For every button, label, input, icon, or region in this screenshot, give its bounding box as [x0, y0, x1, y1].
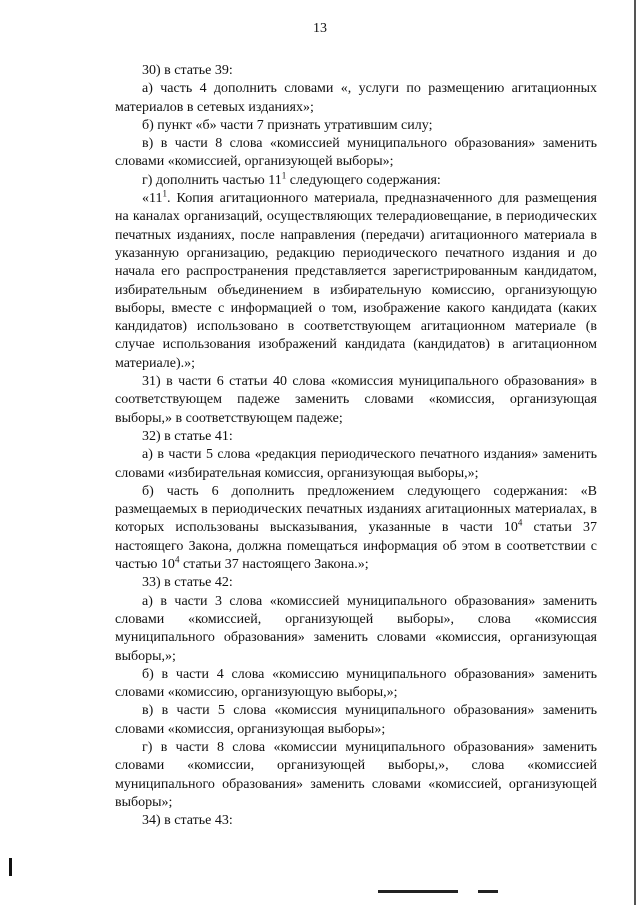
item-32-b	[115, 483, 597, 574]
text-run: статьи 37 настоящего Закона, должна помещаться информация об этом в соответствии с частью 10	[115, 520, 597, 573]
text-run: следующего содержания:	[286, 172, 441, 188]
page-number: 13	[313, 21, 327, 36]
superscript: 1	[281, 170, 287, 181]
item-32-a: а) в части 5 слова «редакция периодического печатного издания» заменить словами «избирательная комиссия, организующая выборы,»;	[115, 447, 597, 481]
margin-mark	[9, 858, 12, 876]
text-run: . Копия агитационного материала, предназначенного для размещения на каналах организаций, осуществляющих телерадиовещание, в периодических печатных изданиях, после направления (передачи) агитационного материала в указанную организацию, редакцию периодического печатного издания и до начала его распространения представляется зарегистрированным кандидатом, избирательным объединением в избирательную комиссию, организующую выборы, вместе с информацией о том, изображение какого кандидата (каких кандидатов) использовано в соответствующем агитационном материале (в случае использования изображений кандидата (кандидатов) в агитационном материале).»;	[115, 191, 597, 371]
item-34-heading: 34) в статье 43:	[142, 813, 233, 829]
text-run: г) дополнить частью 11	[142, 172, 282, 188]
superscript: 1	[162, 188, 167, 199]
item-33-b: б) в части 4 слова «комиссию муниципального образования» заменить словами «комиссию, организующую выборы,»;	[115, 666, 597, 701]
scan-edge-line	[634, 0, 636, 905]
text-run: б) часть 6 дополнить предложением следующего содержания: «В размещаемых в периодических печатных изданиях агитационных материалах, в которых использованы высказывания, указанные в части 10	[115, 483, 597, 536]
item-30-v: в) в части 8 слова «комиссией муниципального образования» заменить словами «комиссией, организующей выборы»;	[115, 136, 597, 170]
item-32-heading: 32) в статье 41:	[142, 428, 233, 444]
footer-rule	[378, 890, 458, 893]
superscript: 4	[517, 517, 523, 528]
document-body	[115, 62, 597, 830]
item-33-g: г) в части 8 слова «комиссии муниципального образования» заменить словами «комиссии, организующей выборы,», слова «комиссией муниципального образования» заменить словами «комиссией, организующей выборы»;	[115, 739, 597, 810]
item-30-b: б) пункт «б» части 7 признать утратившим силу;	[142, 117, 433, 133]
item-33-a: а) в части 3 слова «комиссией муниципального образования» заменить словами «комиссией, организующей выборы», слова «комиссия муниципального образования» заменить словами «комиссия, организующая выборы,»;	[115, 593, 597, 664]
item-30-g	[115, 172, 597, 190]
part-11-1-text	[115, 190, 597, 373]
superscript: 4	[174, 554, 180, 565]
footer-rule-short	[478, 890, 498, 893]
item-30-heading: 30) в статье 39:	[142, 63, 233, 78]
item-33-heading: 33) в статье 42:	[142, 575, 233, 591]
item-33-v: в) в части 5 слова «комиссия муниципального образования» заменить словами «комиссия, организующая выборы»;	[115, 703, 597, 737]
text-run: «11	[142, 191, 163, 207]
item-31: 31) в части 6 статьи 40 слова «комиссия муниципального образования» в соответствующем падеже заменить словами «комиссия, организующая выборы,» в соответствующем падеже;	[115, 374, 597, 426]
item-30-a: а) часть 4 дополнить словами «, услуги по размещению агитационных материалов в сетевых изданиях»;	[115, 81, 597, 115]
text-run: статьи 37 настоящего Закона.»;	[179, 557, 369, 573]
